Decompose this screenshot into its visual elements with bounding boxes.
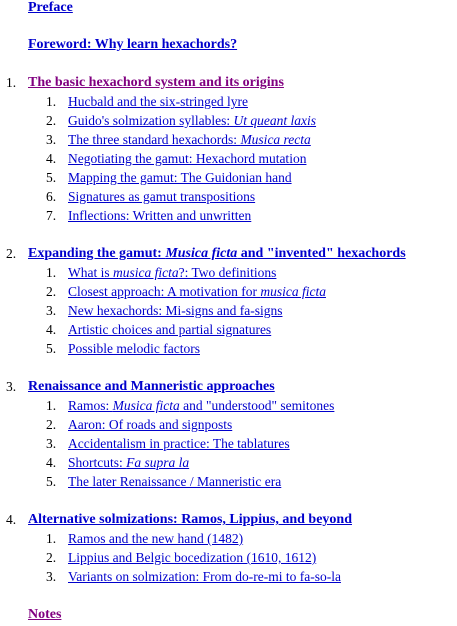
item-number: 5.	[46, 341, 57, 356]
section-4-items	[0, 531, 457, 588]
list-item	[0, 151, 457, 170]
list-item	[0, 398, 457, 417]
list-item	[0, 208, 457, 227]
item-link[interactable]: Signatures as gamut transpositions	[68, 189, 256, 204]
section-3-title-link[interactable]: Renaissance and Manneristic approaches	[28, 379, 275, 394]
notes-link[interactable]: Notes	[28, 607, 62, 622]
item-link[interactable]: Hucbald and the six-stringed lyre	[68, 94, 248, 109]
item-number: 3.	[46, 569, 57, 584]
item-number: 5.	[46, 170, 57, 185]
item-number: 2.	[46, 284, 57, 299]
item-number: 4.	[46, 151, 57, 166]
section-4	[0, 512, 457, 588]
section-3-items	[0, 398, 457, 493]
list-item	[0, 113, 457, 132]
item-number: 3.	[46, 303, 57, 318]
section-2-items	[0, 265, 457, 360]
foreword-link[interactable]: Foreword: Why learn hexachords?	[28, 37, 238, 52]
list-item	[0, 474, 457, 493]
item-link[interactable]: The three standard hexachords: Musica recta	[68, 132, 311, 147]
item-link[interactable]: Possible melodic factors	[68, 341, 200, 356]
item-link[interactable]: Negotiating the gamut: Hexachord mutation	[68, 151, 307, 166]
item-number: 2.	[46, 113, 57, 128]
item-link[interactable]: Shortcuts: Fa supra la	[68, 455, 190, 470]
list-item	[0, 303, 457, 322]
section-1-items	[0, 94, 457, 227]
preface-link[interactable]: Preface	[28, 0, 73, 15]
section-number: 4.	[6, 512, 17, 527]
item-link[interactable]: Ramos: Musica ficta and "understood" semitones	[68, 398, 335, 413]
item-link[interactable]: Variants on solmization: From do-re-mi to fa-so-la	[68, 569, 341, 584]
item-number: 3.	[46, 132, 57, 147]
list-item	[0, 417, 457, 436]
item-number: 2.	[46, 417, 57, 432]
section-3	[0, 379, 457, 493]
section-1-title-link[interactable]: The basic hexachord system and its origins	[28, 75, 284, 90]
list-item	[0, 322, 457, 341]
item-number: 1.	[46, 398, 57, 413]
item-link[interactable]: What is musica ficta?: Two definitions	[68, 265, 277, 280]
item-link[interactable]: Ramos and the new hand (1482)	[68, 531, 244, 546]
item-number: 1.	[46, 531, 57, 546]
section-4-title-link[interactable]: Alternative solmizations: Ramos, Lippius, and beyond	[28, 512, 352, 527]
item-number: 3.	[46, 436, 57, 451]
item-number: 5.	[46, 474, 57, 489]
item-number: 4.	[46, 322, 57, 337]
list-item	[0, 265, 457, 284]
item-link[interactable]: Accidentalism in practice: The tablatures	[68, 436, 290, 451]
section-1	[0, 75, 457, 227]
section-2-title-link[interactable]: Expanding the gamut: Musica ficta and "invented" hexachords	[28, 246, 406, 261]
list-item	[0, 94, 457, 113]
list-item	[0, 284, 457, 303]
list-item	[0, 132, 457, 151]
item-number: 6.	[46, 189, 57, 204]
item-link[interactable]: Closest approach: A motivation for musica ficta	[68, 284, 326, 299]
item-number: 2.	[46, 550, 57, 565]
item-link[interactable]: New hexachords: Mi-signs and fa-signs	[68, 303, 283, 318]
list-item	[0, 550, 457, 569]
list-item	[0, 170, 457, 189]
item-link[interactable]: Guido's solmization syllables: Ut queant laxis	[68, 113, 317, 128]
item-link[interactable]: Aaron: Of roads and signposts	[68, 417, 233, 432]
item-number: 7.	[46, 208, 57, 223]
item-link[interactable]: Mapping the gamut: The Guidonian hand	[68, 170, 292, 185]
section-number: 2.	[6, 246, 17, 261]
section-2	[0, 246, 457, 360]
item-number: 4.	[46, 455, 57, 470]
list-item	[0, 341, 457, 360]
item-number: 1.	[46, 94, 57, 109]
item-link[interactable]: Lippius and Belgic bocedization (1610, 1612)	[68, 550, 317, 565]
item-number: 1.	[46, 265, 57, 280]
list-item	[0, 569, 457, 588]
section-number: 1.	[6, 75, 17, 90]
list-item	[0, 531, 457, 550]
item-link[interactable]: Inflections: Written and unwritten	[68, 208, 252, 223]
list-item	[0, 436, 457, 455]
list-item	[0, 189, 457, 208]
list-item	[0, 455, 457, 474]
item-link[interactable]: Artistic choices and partial signatures	[68, 322, 272, 337]
item-link[interactable]: The later Renaissance / Manneristic era	[68, 474, 282, 489]
section-number: 3.	[6, 379, 17, 394]
